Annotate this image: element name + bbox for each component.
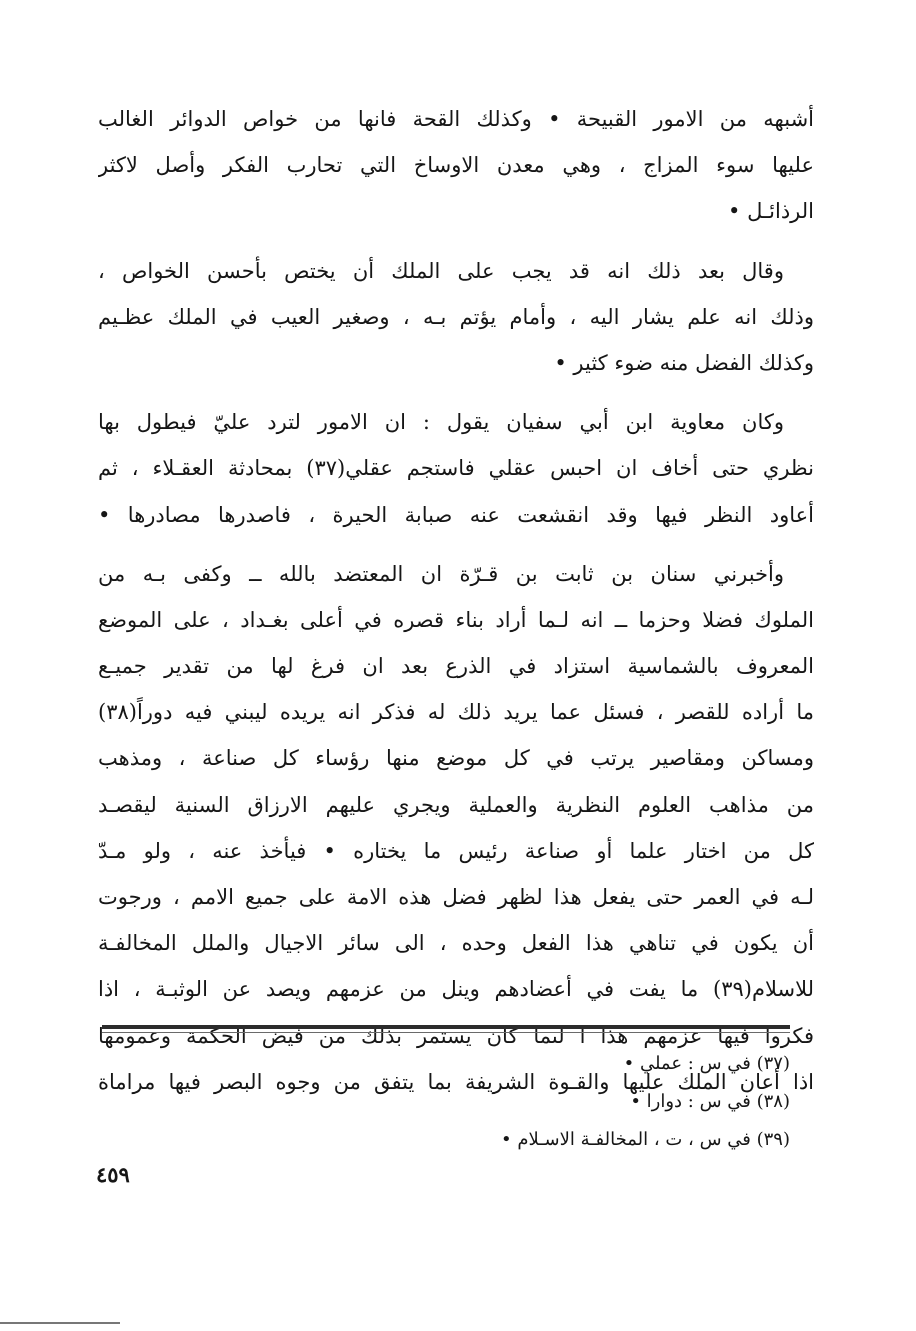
paragraph-2 [98,248,814,387]
paragraph-3 [98,399,814,538]
text-line: وأخبرني سنان بن ثابت بن قـرّة ان المعتضد بالله ــ وكفى بـه من [98,561,784,586]
text-line: أن يكون في تناهي هذا الفعل وحده ، الى سائر الاجيال والملل المخالفـة [98,931,814,956]
footnote-separator-rule [102,1025,790,1029]
text-line: أشبهه من الامور القبيحة • وكذلك القحة فانها من خواص الدوائر الغالب [98,107,814,131]
text-line: نظري حتى أخاف ان احبس عقلي فاستجم عقلي(٣٧) بمحادثة العقـلاء ، ثم [98,456,814,481]
text-line: اذا أعان الملك عليها والقـوة الشريفة بما يتفق من وجوه البصر فيها مراماة [98,1069,814,1094]
footnote-38: (٣٨) في س : دوارا • [630,1091,790,1112]
text-line: وذلك انه علم يشار اليه ، وأمام يؤتم بـه ، وصغير العيب في الملك عظـيم [98,304,814,329]
text-line: لـه في العمر حتى يفعل هذا لظهر فضل هذه الامة على جميع الامم ، ورجوت [98,885,814,909]
text-line: وقال بعد ذلك انه قد يجب على الملك أن يختص بأحسن الخواص ، [98,258,784,283]
main-text [98,96,814,1118]
text-line: أعاود النظر فيها وقد انقشعت عنه صبابة الحيرة ، فاصدرها مصادرها • [98,502,814,527]
paragraph-1 [98,96,814,235]
text-line: وكان معاوية ابن أبي سفيان يقول : ان الامور لترد عليّ فيطول بها [98,410,784,435]
text-line: الملوك فضلا وحزما ــ انه لـما أراد بناء قصره في أعلى بغـداد ، على الموضع [98,607,814,632]
text-line: للاسلام(٣٩) ما يفت في أعضادهم وينل من عزمهم ويصد عن الوثبـة ، اذا [98,977,814,1002]
text-line: الرذائـل • [728,199,814,224]
text-line: فكروا فيها عزمهم هذا ا لىما كان يستمر بذلك من فيض الحكمة وعمومها [98,1023,814,1048]
text-line: عليها سوء المزاج ، وهي معدن الاوساخ التي تحارب الفكر وأصل لاكثر [98,153,814,178]
text-line: ما أراده للقصر ، فسئل عما يريد ذلك له فذكر انه يريده ليبني فيه دوراً(٣٨) [98,700,814,725]
text-line: المعروف بالشماسية استزاد في الذرع بعد ان فرغ لها من تقدير جميـع [98,654,814,679]
text-line: كل من اختار علما أو صناعة رئيس ما يختاره • فيأخذ عنه ، ولو مـدّ [98,838,814,863]
text-line: ومساكن ومقاصير يرتب في كل موضع منها رؤساء كل صناعة ، ومذهب [98,746,814,771]
footnote-37: (٣٧) في س : عملي • [623,1053,790,1074]
text-line: وكذلك الفضل منه ضوء كثير • [554,350,814,375]
paragraph-4 [98,551,814,1105]
scan-edge-line [0,1322,120,1324]
footnotes [300,1045,790,1159]
footnote-separator-thin-rule [102,1032,790,1033]
page-number: ٤٥٩ [96,1162,130,1187]
footnote-39: (٣٩) في س ، ت ، المخالفـة الاسـلام • [501,1129,790,1150]
text-line: من مذاهب العلوم النظرية والعملية ويجري عليهم الارزاق السنية ليقصـد [98,792,814,817]
